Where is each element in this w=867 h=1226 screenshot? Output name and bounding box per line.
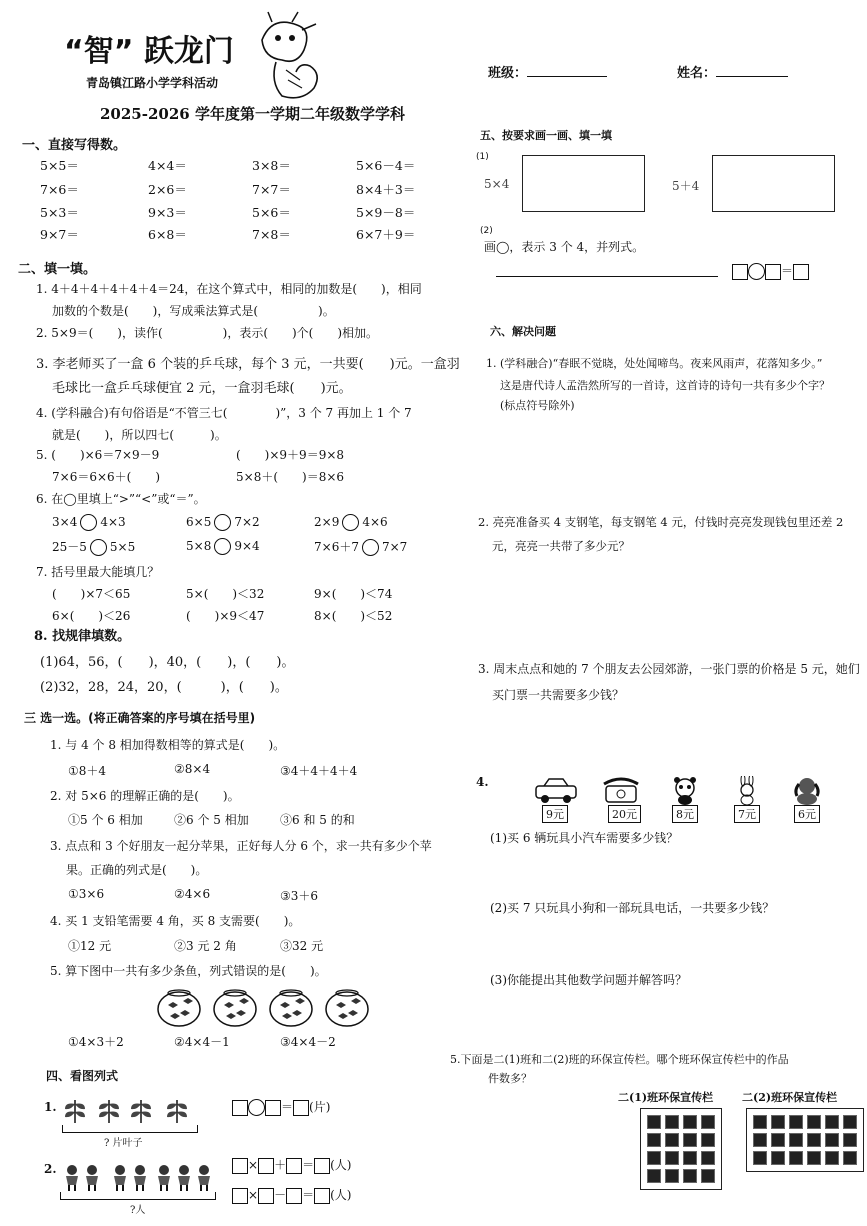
s3-q1-opt3: ③4＋4＋4＋4 — [280, 764, 358, 778]
compare-circle[interactable] — [214, 514, 231, 531]
s6-q4-sub3: (3)你能提出其他数学问题并解答吗？ — [490, 973, 687, 987]
s2-q5b2: 5×8＋( )＝8×6 — [236, 470, 345, 484]
s5-q2: 画◯，表示 3 个 4，并列式。 — [484, 240, 645, 254]
s2-q4a: 4. (学科融合)有句俗语是“不管三七( )”，3 个 7 再加上 1 个 7 — [36, 406, 412, 420]
s3-q3-opt2: ②4×6 — [174, 887, 211, 901]
artwork-item — [807, 1133, 821, 1147]
draw-box-2[interactable] — [712, 155, 835, 212]
operator-circle[interactable] — [248, 1099, 265, 1116]
max-fill-item: 9×( )＜74 — [314, 587, 393, 601]
s3-q4: 4. 买 1 支铅笔需要 4 角，买 8 支需要( )。 — [50, 914, 301, 928]
calc-item: 5×5＝ — [40, 158, 79, 173]
calc-item: 7×6＝ — [40, 182, 79, 197]
artwork-item — [647, 1169, 661, 1183]
answer-box[interactable] — [286, 1188, 302, 1204]
artwork-item — [753, 1133, 767, 1147]
s6-title: 六、解决问题 — [490, 325, 556, 338]
s4-brace1 — [62, 1125, 198, 1133]
artwork-item — [771, 1115, 785, 1129]
answer-box[interactable] — [232, 1188, 248, 1204]
s6-q2a: 2. 亮亮准备买 4 支钢笔，每支钢笔 4 元，付钱时亮亮发现钱包里还差 2 — [478, 515, 844, 529]
name-label: 姓名： — [677, 66, 717, 81]
compare-left: 5×8 — [186, 539, 212, 553]
calc-item: 2×6＝ — [148, 182, 187, 197]
calc-item: 5×6－4＝ — [356, 158, 416, 173]
s2-q1b: 加数的个数是( )，写成乘法算式是( )。 — [52, 304, 335, 318]
child-icon — [82, 1164, 102, 1192]
draw-line[interactable] — [496, 276, 718, 277]
s3-title: 三 选一选。(将正确答案的序号填在括号里) — [24, 711, 256, 725]
s4-caption2: ?人 — [130, 1205, 146, 1216]
max-fill-item: 5×( )＜32 — [186, 587, 265, 601]
s3-q5: 5. 算下图中一共有多少条鱼，列式错误的是( )。 — [50, 964, 327, 978]
compare-left: 25－5 — [52, 540, 87, 554]
board-class-2 — [746, 1108, 864, 1172]
board1-title: 二(1)班环保宣传栏 — [618, 1091, 714, 1104]
operator-circle[interactable] — [748, 263, 765, 280]
s3-q4-opt2: ②3 元 2 角 — [174, 939, 237, 953]
s3-q2: 2. 对 5×6 的理解正确的是( )。 — [50, 789, 240, 803]
artwork-item — [825, 1133, 839, 1147]
s6-q4-num: 4. — [476, 775, 489, 789]
calc-item: 5×6＝ — [252, 205, 291, 220]
compare-item — [186, 514, 260, 531]
s3-q1-opt2: ②8×4 — [174, 762, 211, 776]
s2-title: 二、填一填。 — [18, 262, 97, 277]
answer-box[interactable] — [314, 1188, 330, 1204]
price-tag: 9元 — [542, 805, 568, 823]
class-label: 班级： — [488, 66, 528, 81]
s3-q5-opt2: ②4×4－1 — [174, 1035, 230, 1049]
artwork-item — [825, 1151, 839, 1165]
s4-eq3: × － ＝ (人) — [232, 1186, 351, 1204]
dragon-icon — [242, 10, 327, 105]
s6-q1c: (标点符号除外) — [500, 399, 575, 412]
s2-q1a: 1. 4＋4＋4＋4＋4＋4＝24，在这个算式中，相同的加数是( )，相同 — [36, 282, 422, 296]
artwork-item — [701, 1133, 715, 1147]
s2-q8: 8. 找规律填数。 — [34, 629, 131, 644]
unit-label: (人) — [330, 1158, 352, 1172]
s2-q8a: (1)64，56，( )，40，( )，( )。 — [40, 655, 295, 670]
child-icon — [194, 1164, 214, 1192]
compare-right: 4×6 — [362, 515, 388, 529]
calc-item: 7×7＝ — [252, 182, 291, 197]
child-icon — [154, 1164, 174, 1192]
calc-item: 6×7＋9＝ — [356, 227, 416, 242]
fish-bowl-icon — [268, 985, 314, 1027]
s2-q5b1: 7×6＝6×6＋( ) — [52, 470, 161, 484]
compare-item — [52, 538, 135, 556]
board2-title: 二(2)班环保宣传栏 — [742, 1091, 838, 1104]
price-tag: 8元 — [672, 805, 698, 823]
price-tag: 7元 — [734, 805, 760, 823]
calc-item: 9×3＝ — [148, 205, 187, 220]
calc-item: 7×8＝ — [252, 227, 291, 242]
artwork-item — [665, 1169, 679, 1183]
child-icon — [110, 1164, 130, 1192]
answer-box[interactable] — [258, 1188, 274, 1204]
telephone-icon — [600, 776, 644, 806]
s3-q2-opt2: ②6 个 5 相加 — [174, 813, 249, 827]
calc-item: 4×4＝ — [148, 158, 187, 173]
artwork-item — [753, 1115, 767, 1129]
compare-right: 4×3 — [100, 515, 126, 529]
name-blank[interactable] — [716, 76, 788, 77]
s2-q3b: 毛球比一盒乒乓球便宜 2 元，一盒羽毛球( )元。 — [52, 381, 352, 396]
child-icon — [62, 1164, 82, 1192]
s3-q5-opt3: ③4×4－2 — [280, 1035, 336, 1049]
s4-eq1: ＝ (片) — [232, 1098, 330, 1116]
calc-item: 5×3＝ — [40, 205, 79, 220]
child-icon — [174, 1164, 194, 1192]
artwork-item — [843, 1133, 857, 1147]
s5-title: 五、按要求画一画、填一填 — [480, 129, 612, 142]
artwork-item — [843, 1151, 857, 1165]
s2-q6: 6. 在◯里填上“>”“<”或“＝”。 — [36, 492, 206, 506]
max-fill-item: ( )×9＜47 — [186, 609, 265, 623]
artwork-item — [753, 1151, 767, 1165]
compare-item — [314, 514, 388, 531]
answer-box[interactable] — [732, 264, 748, 280]
s6-q1a: 1. (学科融合)“春眠不觉晓，处处闻啼鸟。夜来风雨声，花落知多少。” — [486, 357, 823, 370]
s2-q8b: (2)32，28，24，20，( )，( )。 — [40, 680, 288, 695]
s5-part2: (2) — [480, 226, 493, 236]
paper-title: 2025-2026 学年度第一学期二年级数学学科 — [100, 105, 405, 123]
s4-num2: 2. — [44, 1162, 57, 1176]
artwork-item — [647, 1151, 661, 1165]
artwork-item — [771, 1151, 785, 1165]
s5-expr1: 5×4 — [484, 177, 510, 191]
answer-box[interactable] — [232, 1100, 248, 1116]
artwork-item — [647, 1133, 661, 1147]
panda-icon — [664, 776, 708, 806]
s3-q1-opt1: ①8＋4 — [68, 764, 107, 778]
compare-left: 7×6＋7 — [314, 540, 359, 554]
max-fill-item: ( )×7＜65 — [52, 587, 131, 601]
calc-item: 5×9－8＝ — [356, 205, 416, 220]
car-icon — [534, 776, 578, 806]
calc-item: 3×8＝ — [252, 158, 291, 173]
s3-q2-opt3: ③6 和 5 的和 — [280, 813, 355, 827]
artwork-item — [701, 1169, 715, 1183]
answer-box[interactable] — [293, 1100, 309, 1116]
artwork-item — [701, 1115, 715, 1129]
s4-eq2: × ＋ ＝ (人) — [232, 1156, 351, 1174]
s3-q3a: 3. 点点和 3 个好朋友一起分苹果，正好每人分 6 个，求一共有多少个苹 — [50, 839, 432, 853]
s5-expr2: 5＋4 — [672, 179, 700, 193]
artwork-item — [665, 1151, 679, 1165]
s3-q4-opt1: ①12 元 — [68, 939, 112, 953]
dog-icon — [786, 776, 830, 806]
draw-box-1[interactable] — [522, 155, 645, 212]
s1-title: 一、直接写得数。 — [22, 138, 127, 153]
s4-title: 四、看图列式 — [46, 1069, 119, 1083]
compare-item — [186, 538, 260, 555]
compare-item — [52, 514, 126, 531]
artwork-item — [683, 1133, 697, 1147]
artwork-item — [789, 1133, 803, 1147]
leaf-branch-icon — [128, 1096, 154, 1124]
s6-q5a: 5.下面是二(1)班和二(2)班的环保宣传栏。哪个班环保宣传栏中的作品 — [450, 1053, 789, 1066]
s3-q2-opt1: ①5 个 6 相加 — [68, 813, 143, 827]
compare-left: 6×5 — [186, 515, 212, 529]
artwork-item — [825, 1115, 839, 1129]
artwork-item — [683, 1151, 697, 1165]
s3-q4-opt3: ③32 元 — [280, 939, 324, 953]
s4-num1: 1. — [44, 1100, 57, 1114]
s2-q7: 7. 括号里最大能填几？ — [36, 565, 160, 579]
compare-left: 3×4 — [52, 515, 78, 529]
s6-q2b: 元，亮亮一共带了多少元？ — [492, 539, 630, 553]
artwork-item — [807, 1115, 821, 1129]
compare-left: 2×9 — [314, 515, 340, 529]
s4-caption1: ? 片叶子 — [104, 1138, 143, 1149]
compare-circle[interactable] — [362, 539, 379, 556]
unit-label: (人) — [330, 1188, 352, 1202]
answer-box[interactable] — [793, 264, 809, 280]
compare-circle[interactable] — [80, 514, 97, 531]
answer-box[interactable] — [232, 1158, 248, 1174]
s6-q3a: 3. 周末点点和她的 7 个朋友去公园郊游，一张门票的价格是 5 元，她们 — [478, 662, 860, 676]
artwork-item — [665, 1133, 679, 1147]
fish-bowl-icon — [156, 985, 202, 1027]
s2-q3a: 3. 李老师买了一盒 6 个装的乒乓球，每个 3 元，一共要( )元。一盒羽 — [36, 357, 460, 372]
rabbit-icon — [726, 776, 770, 806]
artwork-item — [683, 1169, 697, 1183]
compare-right: 7×2 — [234, 515, 260, 529]
compare-item — [314, 538, 407, 556]
compare-right: 5×5 — [109, 540, 136, 554]
s2-q5a1: 5. ( )×6＝7×9－9 — [36, 448, 160, 462]
s3-q1: 1. 与 4 个 8 相加得数相等的算式是( )。 — [50, 738, 286, 752]
calc-item: 6×8＝ — [148, 227, 187, 242]
max-fill-item: 8×( )＜52 — [314, 609, 393, 623]
answer-box[interactable] — [765, 264, 781, 280]
price-tag: 6元 — [794, 805, 820, 823]
artwork-item — [683, 1115, 697, 1129]
unit-label: (片) — [309, 1100, 331, 1114]
s5-part1: (1) — [476, 152, 489, 162]
s6-q4-sub2: (2)买 7 只玩具小狗和一部玩具电话，一共要多少钱？ — [490, 901, 775, 915]
s2-q5a2: ( )×9＋9＝9×8 — [236, 448, 345, 462]
leaf-branch-icon — [96, 1096, 122, 1124]
answer-box[interactable] — [265, 1100, 281, 1116]
artwork-item — [665, 1115, 679, 1129]
compare-right: 9×4 — [234, 539, 260, 553]
s2-q2: 2. 5×9＝( )，读作( )，表示( )个( )相加。 — [36, 326, 379, 340]
answer-box[interactable] — [314, 1158, 330, 1174]
artwork-item — [647, 1115, 661, 1129]
artwork-item — [771, 1133, 785, 1147]
s6-q4-sub1: (1)买 6 辆玩具小汽车需要多少钱？ — [490, 831, 679, 845]
leaf-branch-icon — [164, 1096, 190, 1124]
board-class-1 — [640, 1108, 722, 1190]
school-name: 青岛镇江路小学学科活动 — [86, 76, 219, 90]
s5-eq: ＝ — [732, 262, 809, 280]
max-fill-item: 6×( )＜26 — [52, 609, 131, 623]
s3-q3-opt3: ③3＋6 — [280, 889, 319, 903]
s2-q4b: 就是( )，所以四七( )。 — [52, 428, 227, 442]
artwork-item — [807, 1151, 821, 1165]
fish-bowl-icon — [324, 985, 370, 1027]
s6-q1b: 这是唐代诗人孟浩然所写的一首诗，这首诗的诗句一共有多少个字？ — [500, 379, 830, 392]
price-tag: 20元 — [608, 805, 641, 823]
calc-item: 9×7＝ — [40, 227, 79, 242]
class-blank[interactable] — [527, 76, 607, 77]
answer-box[interactable] — [258, 1158, 274, 1174]
fish-bowl-icon — [212, 985, 258, 1027]
s3-q3-opt1: ①3×6 — [68, 887, 105, 901]
compare-circle[interactable] — [342, 514, 359, 531]
logo-title: “智” 跃龙门 — [64, 34, 234, 69]
compare-circle[interactable] — [90, 539, 107, 556]
compare-circle[interactable] — [214, 538, 231, 555]
artwork-item — [789, 1115, 803, 1129]
calc-item: 8×4＋3＝ — [356, 182, 416, 197]
s6-q5b: 件数多？ — [488, 1072, 532, 1085]
answer-box[interactable] — [286, 1158, 302, 1174]
artwork-item — [789, 1151, 803, 1165]
s4-brace2 — [60, 1192, 216, 1200]
artwork-item — [843, 1115, 857, 1129]
compare-right: 7×7 — [381, 540, 408, 554]
s3-q5-opt1: ①4×3＋2 — [68, 1035, 124, 1049]
artwork-item — [701, 1151, 715, 1165]
leaf-branch-icon — [62, 1096, 88, 1124]
s3-q3b: 果。正确的列式是( )。 — [66, 863, 208, 877]
child-icon — [130, 1164, 150, 1192]
s6-q3b: 买门票一共需要多少钱？ — [492, 688, 625, 702]
